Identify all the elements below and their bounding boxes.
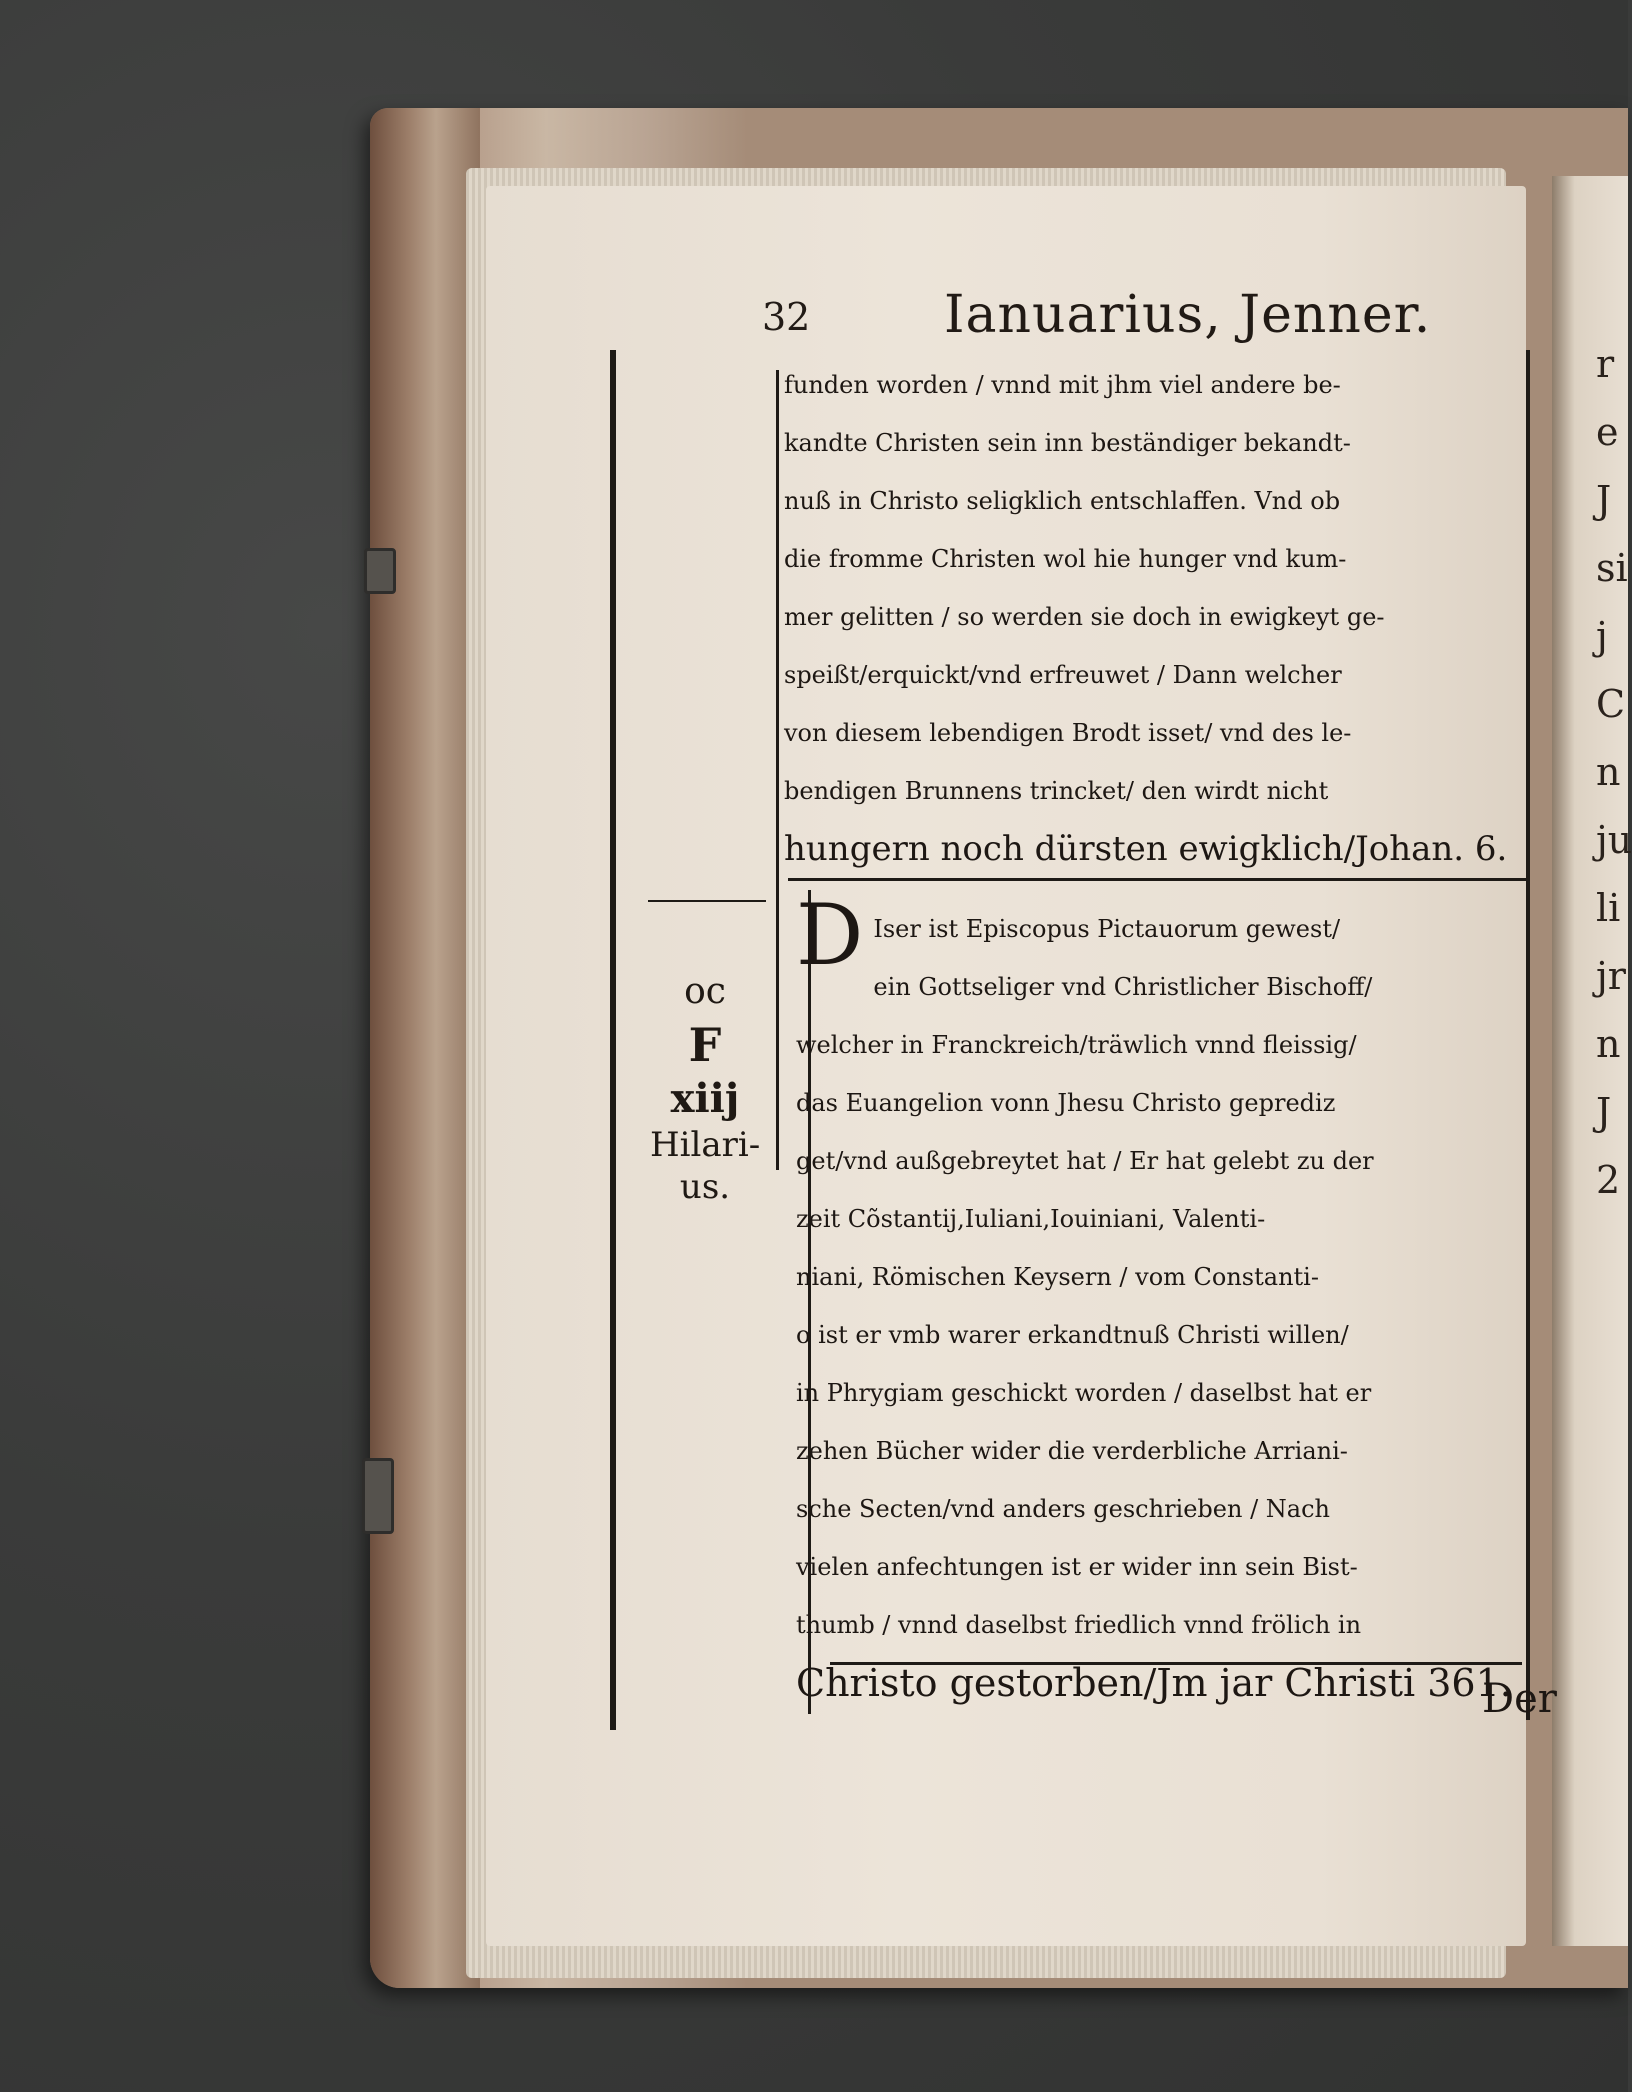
text-line: welcher in Franckreich/träwlich vnnd fleissig/ [796, 1031, 1357, 1059]
right-outer-rule [1526, 350, 1530, 1720]
facing-fragment: e [1596, 410, 1619, 454]
text-line: vielen anfechtungen ist er wider inn sein Bist- [796, 1553, 1358, 1581]
text-line: kandte Christen sein inn beständiger bekandt- [784, 429, 1351, 457]
catchword: Der [1482, 1676, 1557, 1722]
text-line: von diesem lebendigen Brodt isset/ vnd des le- [784, 719, 1352, 747]
text-line: nuß in Christo seligklich entschlaffen. Vnd ob [784, 487, 1341, 515]
left-outer-rule [610, 350, 616, 1730]
margin-saint-name-end: us. [679, 1167, 731, 1207]
facing-page-text [1596, 330, 1632, 1214]
section-two-text [796, 886, 1512, 1712]
text-line: thumb / vnnd daselbst friedlich vnnd frölich in [796, 1611, 1362, 1639]
drop-cap: D [796, 886, 864, 984]
text-line: mer gelitten / so werden sie doch in ewigkeyt ge- [784, 603, 1385, 631]
facing-fragment: C [1596, 682, 1626, 726]
facing-fragment: 2 [1596, 1158, 1621, 1202]
facing-fragment: si [1596, 546, 1628, 590]
text-line: Christo gestorben/Jm jar Christi 361. [796, 1661, 1512, 1705]
running-title: Ianuarius, Jenner. [944, 285, 1432, 345]
text-line: zehen Bücher wider die verderbliche Arriani- [796, 1437, 1348, 1465]
margin-line: F [688, 1018, 722, 1072]
facing-fragment: J [1596, 478, 1612, 522]
text-line: funden worden / vnnd mit jhm viel andere be- [784, 371, 1341, 399]
facing-fragment: J [1596, 1090, 1612, 1134]
text-line: Iser ist Episcopus Pictauorum gewest/ [873, 915, 1341, 943]
upper-clasp-icon [364, 548, 396, 594]
section-one-text [784, 356, 1507, 878]
facing-fragment: jr [1596, 954, 1626, 998]
text-line: das Euangelion vonn Jhesu Christo geprediz [796, 1089, 1336, 1117]
facing-fragment: li [1596, 886, 1621, 930]
text-line: niani, Römischen Keysern / vom Constanti- [796, 1263, 1319, 1291]
page-number: 32 [762, 295, 811, 339]
margin-divider [648, 900, 766, 902]
facing-fragment: ju [1596, 818, 1632, 862]
lower-clasp-icon [362, 1458, 394, 1534]
text-line: bendigen Brunnens trincket/ den wirdt nicht [784, 777, 1329, 805]
facing-fragment: n [1596, 750, 1621, 794]
text-line: hungern noch dürsten ewigklich/Johan. 6. [784, 829, 1508, 869]
section-divider [788, 878, 1526, 881]
book-cover-edge [370, 108, 480, 1988]
margin-line: oc [684, 971, 726, 1012]
facing-fragment: j [1596, 614, 1608, 658]
text-line: sche Secten/vnd anders geschrieben / Nach [796, 1495, 1330, 1523]
calendar-margin-entry [650, 968, 760, 1208]
text-line: die fromme Christen wol hie hunger vnd kum- [784, 545, 1347, 573]
text-line: speißt/erquickt/vnd erfreuwet / Dann welcher [784, 661, 1342, 689]
text-line: get/vnd außgebreytet hat / Er hat gelebt zu der [796, 1147, 1374, 1175]
text-line: zeit Cõstantij,Iuliani,Iouiniani, Valenti- [796, 1205, 1266, 1233]
facing-fragment: r [1596, 342, 1615, 386]
inner-rule-top [776, 370, 779, 1170]
text-line: o ist er vmb warer erkandtnuß Christi willen/ [796, 1321, 1349, 1349]
text-line: in Phrygiam geschickt worden / daselbst hat er [796, 1379, 1372, 1407]
text-line: ein Gottseliger vnd Christlicher Bischoff/ [873, 973, 1373, 1001]
margin-day-number: xiij [670, 1075, 740, 1122]
facing-fragment: n [1596, 1022, 1621, 1066]
margin-saint-name: Hilari- [650, 1125, 761, 1165]
